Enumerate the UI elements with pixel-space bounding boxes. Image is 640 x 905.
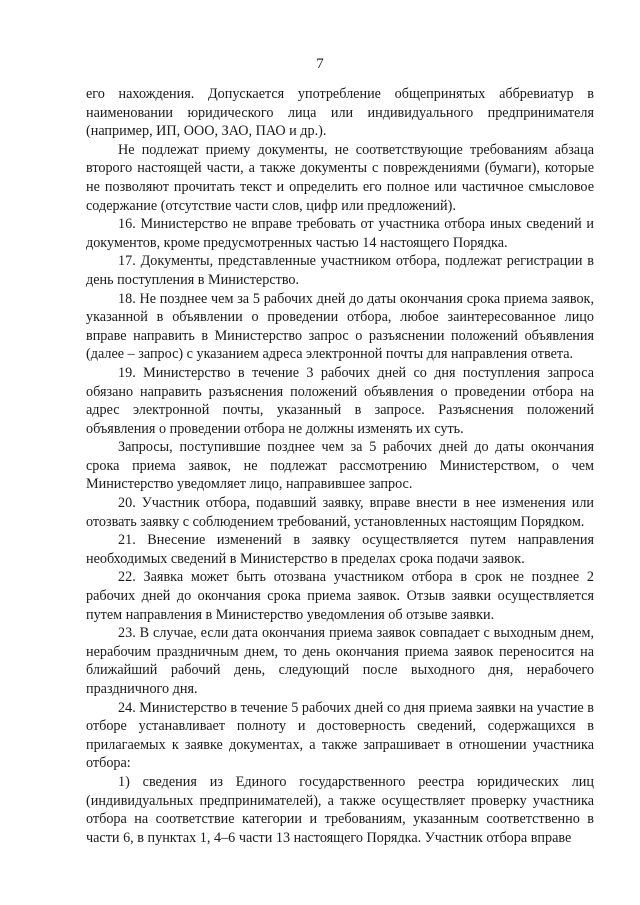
paragraph: его нахождения. Допускается употребление общепринятых аббревиатур в наименовании юридического лица или индивидуального предпринимателя (например, ИП, ООО, ЗАО, ПАО и др.). [86,86,594,140]
paragraph: 16. Министерство не вправе требовать от участника отбора иных сведений и документов, кроме предусмотренных частью 14 настоящего Порядка. [86,216,594,251]
paragraph: 23. В случае, если дата окончания приема заявок совпадает с выходным днем, нерабочим праздничным днем, то день окончания приема заявок переносится на ближайший рабочий день, следующий после выходного дня, нерабочего праздничного дня. [86,625,594,697]
paragraph: 20. Участник отбора, подавший заявку, вправе внести в нее изменения или отозвать заявку с соблюдением требований, установленных настоящим Порядком. [86,495,594,530]
paragraph: Запросы, поступившие позднее чем за 5 рабочих дней до даты окончания срока приема заявок, не подлежат рассмотрению Министерством, о чем Министерство уведомляет лицо, направившее запрос. [86,439,594,493]
page-number: 7 [316,56,324,72]
document-body [86,85,594,847]
paragraph: 21. Внесение изменений в заявку осуществляется путем направления необходимых сведений в Министерство в пределах срока подачи заявок. [86,532,594,567]
paragraph: Не подлежат приему документы, не соответствующие требованиям абзаца второго настоящей части, а также документы с повреждениями (бумаги), которые не позволяют прочитать текст и определить его полное или частичное смысловое содержание (отсутствие части слов, цифр или предложений). [86,141,594,214]
paragraph: 18. Не позднее чем за 5 рабочих дней до даты окончания срока приема заявок, указанной в объявлении о проведении отбора, любое заинтересованное лицо вправе направить в Министерство запрос о разъяснении положений объявления (далее – запрос) с указанием адреса электронной почты для направления ответа. [86,290,594,363]
paragraph: 17. Документы, представленные участником отбора, подлежат регистрации в день поступления в Министерство. [86,253,594,288]
paragraph: 1) сведения из Единого государственного реестра юридических лиц (индивидуальных предпринимателей), а также осуществляет проверку участника отбора на соответствие категории и требованиям, указанным соответственно в части 6, в пунктах 1, 4–6 части 13 настоящего Порядка. Участник отбора вправе [86,773,594,846]
paragraph: 22. Заявка может быть отозвана участником отбора в срок не позднее 2 рабочих дней до окончания срока приема заявок. Отзыв заявки осуществляется путем направления в Министерство уведомления об отзыве заявки. [86,569,594,623]
paragraph: 19. Министерство в течение 3 рабочих дней со дня поступления запроса обязано направить разъяснения положений объявления о проведении отбора на адрес электронной почты, указанный в запросе. Разъяснения положений объявления о проведении отбора не должны изменять их суть. [86,364,594,437]
paragraph: 24. Министерство в течение 5 рабочих дней со дня приема заявки на участие в отборе устанавливает полноту и достоверность сведений, содержащихся в прилагаемых к заявке документах, а также запрашивает в отношении участника отбора: [86,699,594,772]
